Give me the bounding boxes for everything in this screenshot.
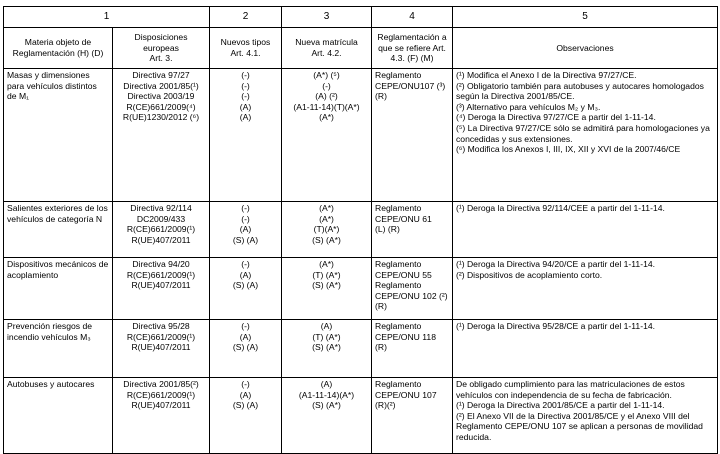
cell-line: Reglamento	[375, 203, 422, 213]
table-row	[4, 202, 718, 258]
cell-line: Directiva 92/114	[130, 203, 192, 213]
cell-line: Reglamento	[375, 280, 422, 291]
cell-line: R(CE)661/2009(¹)	[126, 224, 196, 235]
cell-line: R(UE)407/2011	[131, 280, 191, 291]
cell-line: (¹) Modifica el Anexo I de la Directiva 97/27/CE.	[456, 70, 637, 80]
column-number: 3	[282, 7, 372, 28]
cell-line: (²) Obligatorio también para autobuses y autocares homologados según la Directiva 2001/85/CE.	[456, 80, 704, 102]
cell-line: CEPE/ONU 61	[375, 213, 432, 224]
cell-line: (A)	[239, 389, 252, 400]
nuevos-tipos-cell	[210, 258, 282, 320]
table-row	[4, 258, 718, 320]
materia-cell	[4, 69, 113, 202]
cell-line: R(UE)407/2011	[131, 234, 191, 245]
nuevos-tipos-cell	[210, 320, 282, 378]
reglamentacion-cell	[372, 202, 453, 258]
cell-line: DC2009/433	[136, 213, 186, 224]
cell-line: (A) (²)	[315, 91, 338, 102]
cell-line: (-)	[322, 80, 331, 91]
cell-line: Prevención riesgos de	[7, 321, 93, 331]
table-row	[4, 378, 718, 454]
cell-line: (⁶) Modifica los Anexos I, III, IX, XII y XVI de la 2007/46/CE	[456, 144, 681, 155]
cell-line: Reglamento	[375, 259, 422, 269]
cell-line: (¹) Deroga la Directiva 95/28/CE a partir del 1-11-14.	[456, 321, 656, 331]
observaciones-cell	[453, 202, 718, 258]
cell-line: R(UE)407/2011	[131, 400, 191, 411]
cell-line: R(UE)1230/2012 (⁶)	[122, 112, 200, 123]
cell-line: Autobuses y autocares	[7, 379, 95, 389]
cell-line: (A*)	[319, 213, 334, 224]
table-row	[4, 69, 718, 202]
cell-line: (A)	[320, 321, 333, 331]
disposiciones-cell	[113, 258, 210, 320]
cell-line: (A)	[239, 101, 252, 112]
cell-line: Directiva 95/28	[132, 321, 190, 331]
cell-line: (A*) (⁵)	[313, 70, 340, 80]
cell-line: (¹) Deroga la Directiva 2001/85/CE a partir del 1-11-14.	[456, 400, 665, 411]
column-header-row	[4, 28, 718, 69]
nueva-matricula-cell	[282, 69, 372, 202]
reglamentacion-cell	[372, 320, 453, 378]
column-number: 4	[372, 7, 453, 28]
header-reglamentacion: Reglamentación a que se refiere Art. 4.3. (F) (M)	[372, 28, 453, 69]
cell-line: (S) (A*)	[312, 400, 341, 411]
cell-line: Salientes exteriores de los	[7, 203, 108, 213]
cell-line: (A1-11-14)(T)(A*)	[293, 101, 360, 112]
disposiciones-cell	[113, 320, 210, 378]
cell-line: (R)(²)	[375, 400, 396, 411]
nuevos-tipos-cell	[210, 69, 282, 202]
cell-line: R(CE)661/2009(¹)	[126, 389, 196, 400]
cell-line: (A)	[239, 269, 252, 280]
cell-line: (R)	[375, 342, 387, 353]
cell-line: CEPE/ONU 118	[375, 331, 436, 342]
table-row	[4, 320, 718, 378]
cell-line: (-)	[241, 203, 250, 213]
cell-line: (-)	[241, 379, 250, 389]
cell-line: Reglamento	[375, 321, 422, 331]
header-observaciones: Observaciones	[453, 28, 718, 69]
cell-line: (A*)	[319, 203, 334, 213]
reglamentacion-cell	[372, 258, 453, 320]
header-materia: Materia objeto de Reglamentación (H) (D)	[4, 28, 113, 69]
cell-line: incendio vehículos M₃	[7, 331, 91, 342]
cell-line: (-)	[241, 91, 250, 102]
cell-line: Directiva 97/27	[132, 70, 190, 80]
observaciones-cell	[453, 320, 718, 378]
cell-line: (S) (A)	[232, 234, 259, 245]
materia-cell	[4, 202, 113, 258]
cell-line: (-)	[241, 213, 250, 224]
cell-line: (²) Dispositivos de acoplamiento corto.	[456, 269, 603, 280]
cell-line: CEPE/ONU 55	[375, 269, 432, 280]
reglamentacion-cell	[372, 69, 453, 202]
cell-line: R(UE)407/2011	[131, 342, 191, 353]
column-number-row	[4, 7, 718, 28]
cell-line: (R)	[375, 91, 387, 102]
cell-line: R(CE)661/2009(¹)	[126, 269, 196, 280]
disposiciones-cell	[113, 378, 210, 454]
cell-line: (¹) Deroga la Directiva 92/114/CEE a partir del 1-11-14.	[456, 203, 665, 213]
cell-line: (S) (A*)	[312, 342, 341, 353]
header-disposiciones: Disposiciones europeas Art. 3.	[113, 28, 210, 69]
header-nuevos-tipos: Nuevos tipos Art. 4.1.	[210, 28, 282, 69]
nuevos-tipos-cell	[210, 202, 282, 258]
cell-line: Reglamento	[375, 379, 422, 389]
cell-line: (S) (A)	[232, 280, 259, 291]
cell-line: CEPE/ONU 107	[375, 389, 437, 400]
observaciones-cell	[453, 69, 718, 202]
cell-line: (²) El Anexo VII de la Directiva 2001/85/CE y el Anexo VIII del Reglamento CEPE/ONU 107 se aplican a personas de movilidad reducida.	[456, 410, 703, 442]
cell-line: (S) (A)	[232, 342, 259, 353]
cell-line: (S) (A*)	[312, 280, 341, 291]
cell-line: CEPE/ONU107 (³)	[375, 80, 446, 91]
reglamentacion-cell	[372, 378, 453, 454]
observaciones-cell	[453, 378, 718, 454]
cell-line: Directiva 2001/85(²)	[123, 379, 199, 389]
cell-line: (³) Alternativo para vehículos M₂ y M₃.	[456, 101, 601, 112]
cell-line: (-)	[241, 259, 250, 269]
nuevos-tipos-cell	[210, 378, 282, 454]
materia-cell	[4, 320, 113, 378]
cell-line: (-)	[241, 80, 250, 91]
cell-line: (S) (A*)	[312, 234, 341, 245]
cell-line: (R)	[375, 301, 387, 312]
nueva-matricula-cell	[282, 320, 372, 378]
disposiciones-cell	[113, 69, 210, 202]
cell-line: (A)	[239, 224, 252, 235]
cell-line: (A*)	[319, 112, 334, 123]
disposiciones-cell	[113, 202, 210, 258]
nueva-matricula-cell	[282, 258, 372, 320]
cell-line: (L) (R)	[375, 224, 400, 235]
cell-line: vehículos de categoría N	[7, 213, 103, 224]
cell-line: (¹) Deroga la Directiva 94/20/CE a partir del 1-11-14.	[456, 259, 656, 269]
cell-line: (A1-11-14)(A*)	[298, 389, 355, 400]
cell-line: (T)(A*)	[313, 224, 340, 235]
cell-line: (-)	[241, 70, 250, 80]
cell-line: (-)	[241, 321, 250, 331]
nueva-matricula-cell	[282, 202, 372, 258]
header-nueva-matricula: Nueva matrícula Art. 4.2.	[282, 28, 372, 69]
cell-line: Directiva 94/20	[132, 259, 190, 269]
cell-line: Directiva 2003/19	[127, 91, 195, 102]
cell-line: (S) (A)	[232, 400, 259, 411]
cell-line: (⁵) La Directiva 97/27/CE sólo se admitirá para homologaciones ya concedidas y sus extensiones.	[456, 122, 710, 144]
column-number: 1	[4, 7, 210, 28]
cell-line: (A)	[239, 112, 252, 123]
cell-line: (T) (A*)	[312, 331, 341, 342]
cell-line: (T) (A*)	[312, 269, 341, 280]
column-number: 2	[210, 7, 282, 28]
cell-line: Dispositivos mecánicos de	[7, 259, 109, 269]
cell-line: De obligado cumplimiento para las matriculaciones de estos vehículos con independencia de su fecha de fabricación.	[456, 379, 685, 400]
cell-line: de M₁	[7, 91, 30, 102]
cell-line: acoplamiento	[7, 269, 59, 280]
cell-line: CEPE/ONU 102 (²)	[375, 290, 448, 301]
materia-cell	[4, 378, 113, 454]
regulation-table	[3, 6, 718, 454]
cell-line: Reglamento	[375, 70, 422, 80]
cell-line: (⁴) Deroga la Directiva 97/27/CE a partir del 1-11-14.	[456, 112, 656, 123]
cell-line: (A*)	[319, 259, 334, 269]
observaciones-cell	[453, 258, 718, 320]
nueva-matricula-cell	[282, 378, 372, 454]
cell-line: R(CE)661/2009(⁴)	[126, 101, 196, 112]
column-number: 5	[453, 7, 718, 28]
cell-line: (A)	[239, 331, 252, 342]
cell-line: (A)	[320, 379, 333, 389]
cell-line: Directiva 2001/85(¹)	[123, 80, 199, 91]
cell-line: para vehículos distintos	[7, 80, 97, 91]
materia-cell	[4, 258, 113, 320]
cell-line: R(CE)661/2009(¹)	[126, 331, 196, 342]
cell-line: Masas y dimensiones	[7, 70, 90, 80]
